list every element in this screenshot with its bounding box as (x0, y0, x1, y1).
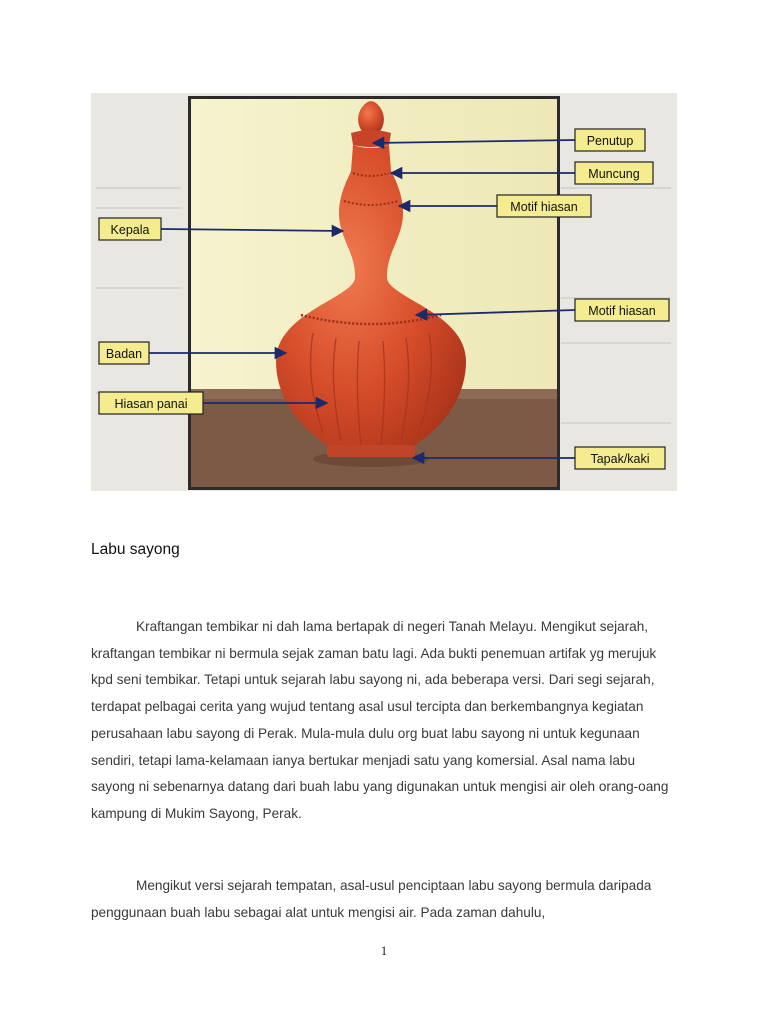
label-penutup (575, 129, 645, 151)
label-hiasan-panai (99, 392, 203, 414)
svg-text:Badan: Badan (105, 347, 143, 361)
label-muncung (575, 162, 653, 184)
label-badan (99, 342, 149, 364)
paragraph-1: Kraftangan tembikar ni dah lama bertapak di negeri Tanah Melayu. Mengikut sejarah, kraftangan tembikar ni bermula sejak zaman batu lagi. Ada bukti penemuan artifak yg merujuk kpd seni tembikar. Tetapi untuk sejarah labu sayong ni, ada beberapa versi. Dari segi sejarah, terdapat pelbagai cerita yang wujud tentang asal usul tercipta dan berkembangnya kegiatan perusahaan labu sayong di Perak. Mula-mula dulu org buat labu sayong ni untuk kegunaan sendiri, tetapi lama-kelamaan ianya bertukar menjadi satu yang komersial. Asal nama labu sayong ni sebenarnya datang dari buah labu yang digunakan untuk mengisi air oleh orang-oang kampung di Mukim Sayong, Perak. (91, 619, 669, 821)
label-motif-hiasan-1 (497, 195, 591, 217)
label-kepala (99, 218, 161, 240)
svg-text:Muncung: Muncung (588, 167, 640, 181)
section-heading: Labu sayong (91, 541, 180, 558)
vase-foot (327, 445, 415, 457)
diagram-svg (91, 93, 677, 491)
label-tapak-kaki (575, 447, 665, 469)
svg-text:Motif hiasan: Motif hiasan (588, 304, 656, 318)
page-number: 1 (380, 943, 388, 958)
svg-text:Hiasan panai: Hiasan panai (114, 397, 188, 411)
svg-text:Tapak/kaki: Tapak/kaki (590, 452, 650, 466)
paragraph-2: Mengikut versi sejarah tempatan, asal-usul penciptaan labu sayong bermula daripada penggunaan buah labu sebagai alat untuk mengisi air. Pada zaman dahulu, (91, 878, 652, 920)
lid (351, 130, 391, 147)
svg-text:Penutup: Penutup (586, 134, 634, 148)
labu-sayong-diagram (91, 93, 677, 491)
svg-text:Motif hiasan: Motif hiasan (510, 200, 578, 214)
label-motif-hiasan-2 (575, 299, 669, 321)
svg-text:Kepala: Kepala (110, 223, 150, 237)
